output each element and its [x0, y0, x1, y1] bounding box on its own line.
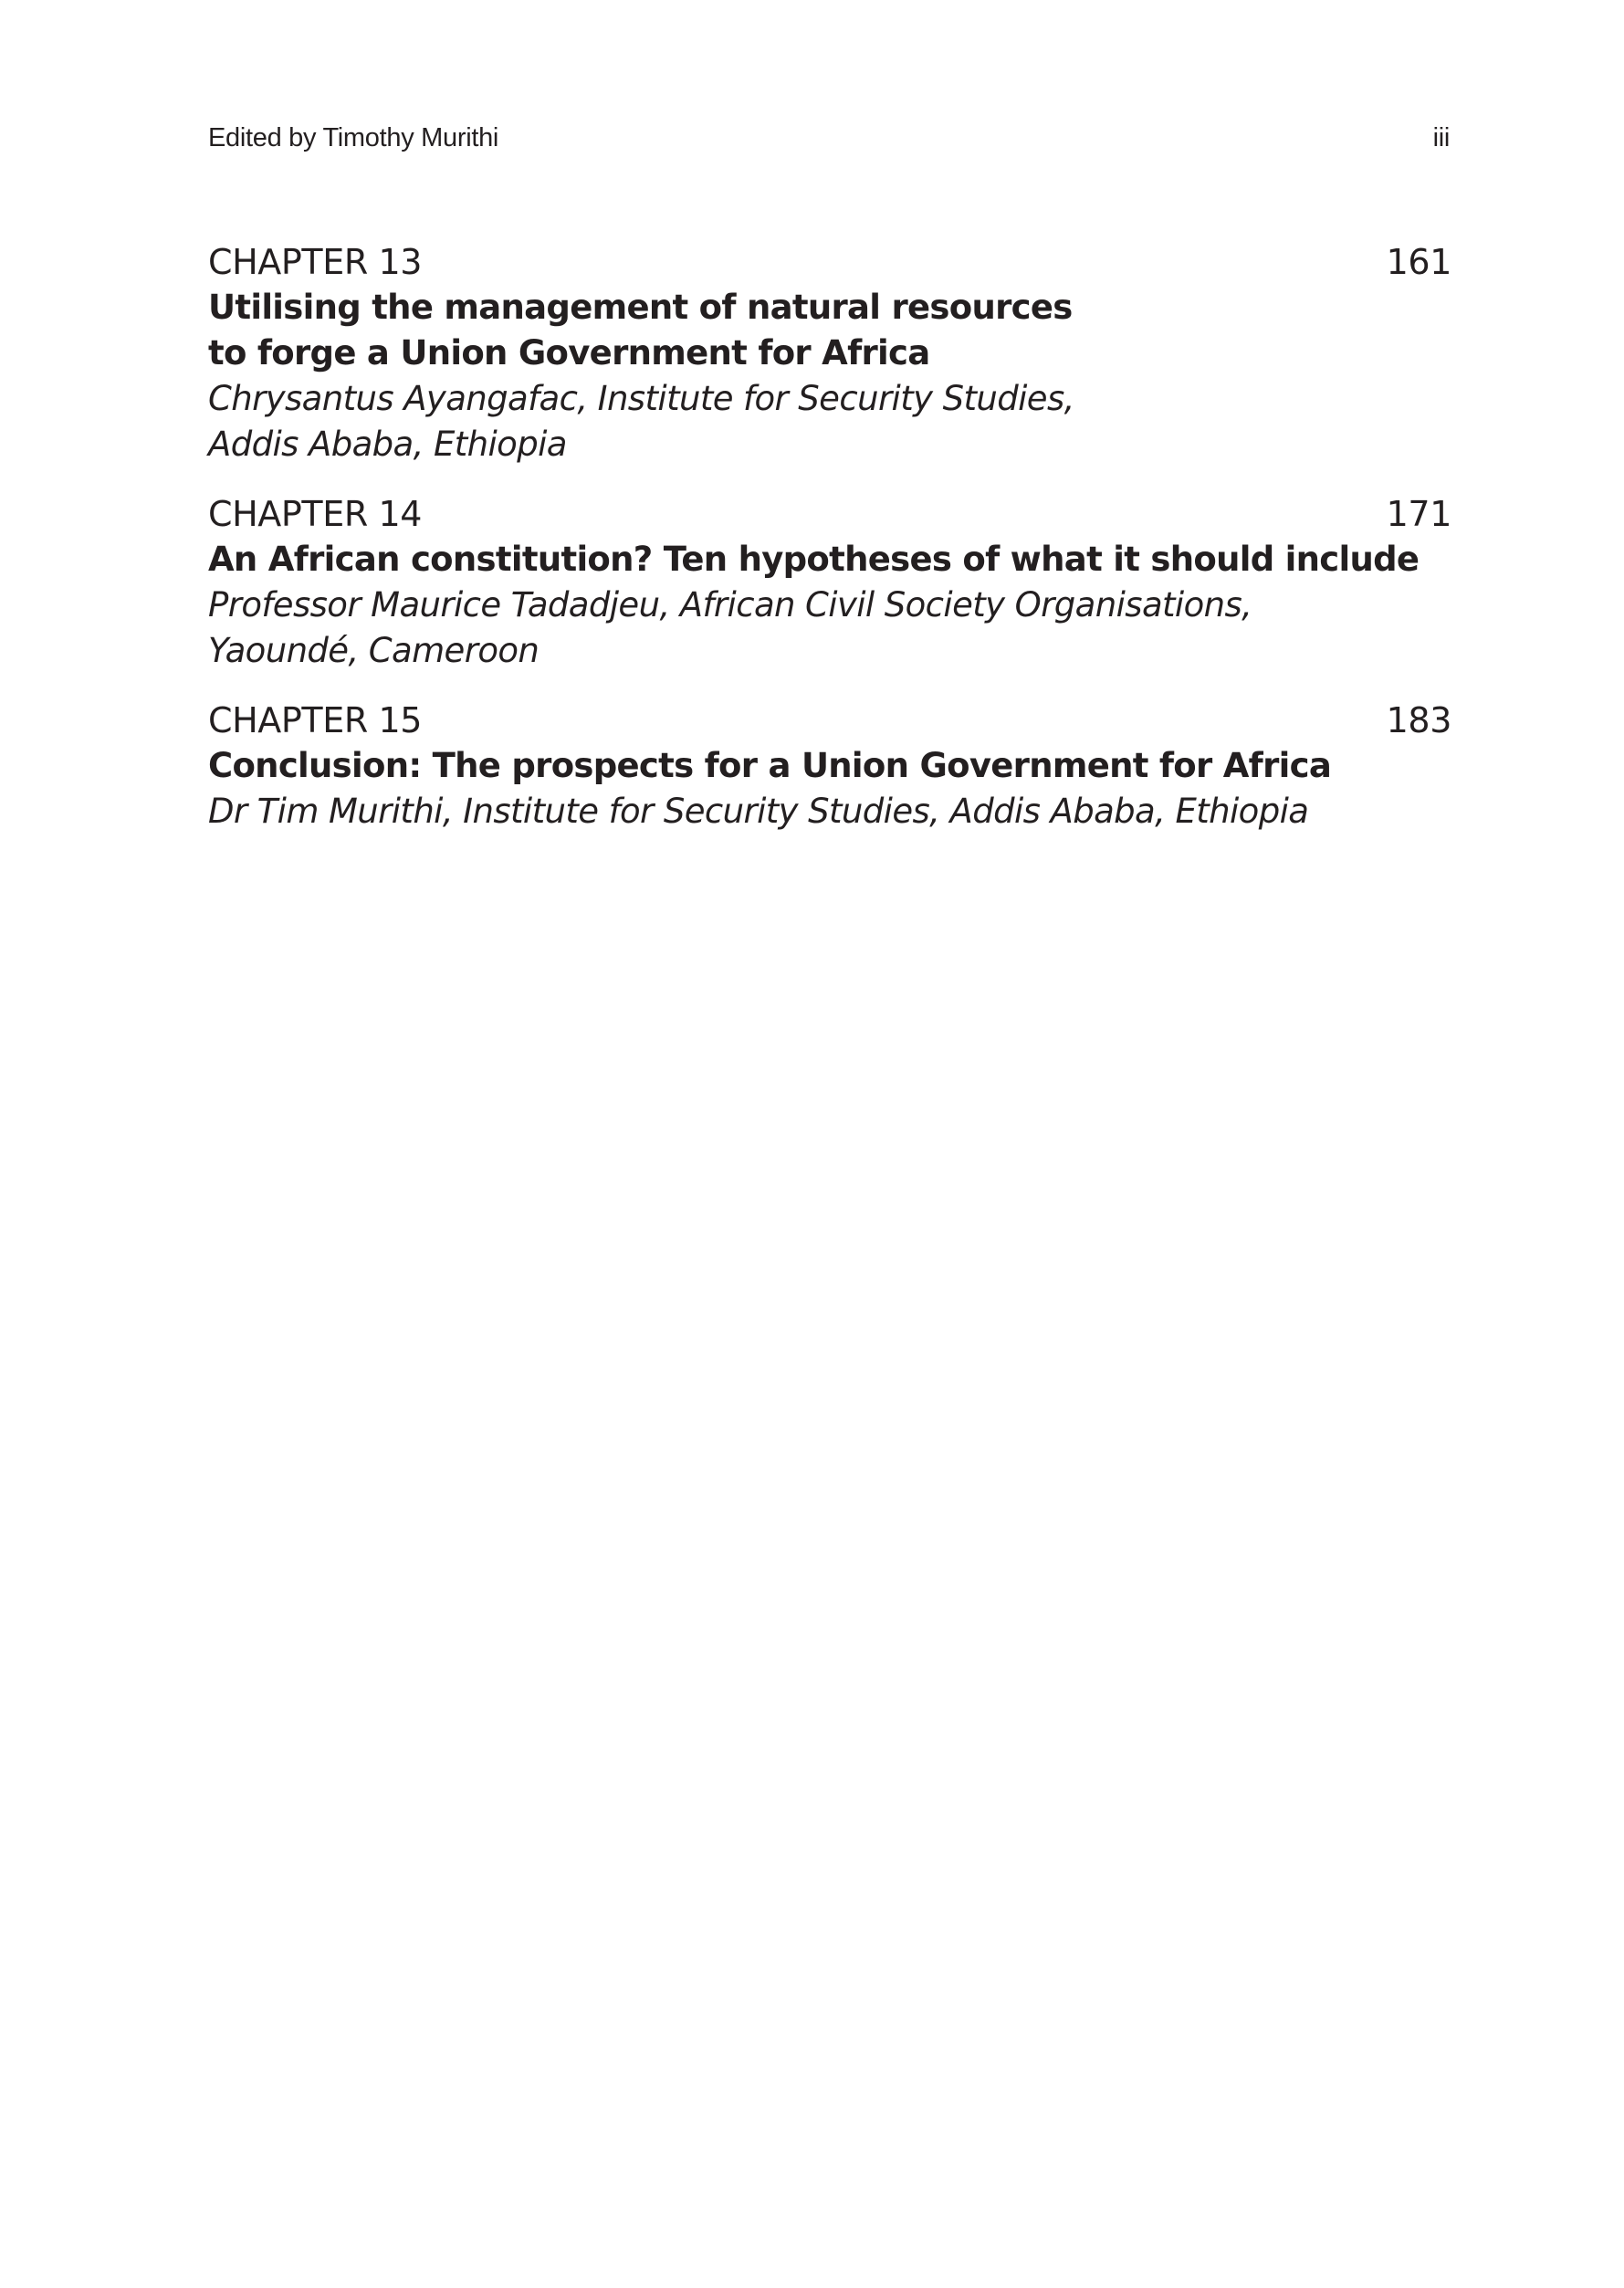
chapter-author-line: Dr Tim Murithi, Institute for Security Studies, Addis Ababa, Ethiopia: [208, 792, 1309, 831]
chapter-title-line: Utilising the management of natural resources: [208, 288, 1073, 327]
chapter-title-line: to forge a Union Government for Africa: [208, 333, 930, 373]
chapter-author-line: Chrysantus Ayangafac, Institute for Security Studies,: [208, 379, 1074, 418]
running-header-editor: Edited by Timothy Murithi: [208, 123, 499, 152]
chapter-label: CHAPTER 15: [208, 700, 423, 740]
chapter-author-line: Professor Maurice Tadadjeu, African Civil Society Organisations,: [208, 585, 1252, 624]
toc-entry-chapter-14: [208, 491, 1451, 674]
chapter-label: CHAPTER 13: [208, 242, 423, 282]
chapter-author-line: Yaoundé, Cameroon: [208, 631, 540, 670]
chapter-page-number: 161: [1386, 242, 1451, 282]
running-header: [208, 123, 1450, 160]
toc-entry-chapter-13: [208, 239, 1451, 467]
table-of-contents: [208, 239, 1451, 858]
chapter-label: CHAPTER 14: [208, 494, 423, 534]
chapter-title-line: Conclusion: The prospects for a Union Government for Africa: [208, 746, 1332, 785]
chapter-page-number: 171: [1386, 494, 1451, 534]
page-number: iii: [1432, 123, 1450, 152]
toc-entry-chapter-15: [208, 698, 1451, 834]
chapter-author-line: Addis Ababa, Ethiopia: [208, 425, 567, 464]
chapter-page-number: 183: [1386, 700, 1451, 740]
chapter-title-line: An African constitution? Ten hypotheses of what it should include: [208, 540, 1420, 579]
